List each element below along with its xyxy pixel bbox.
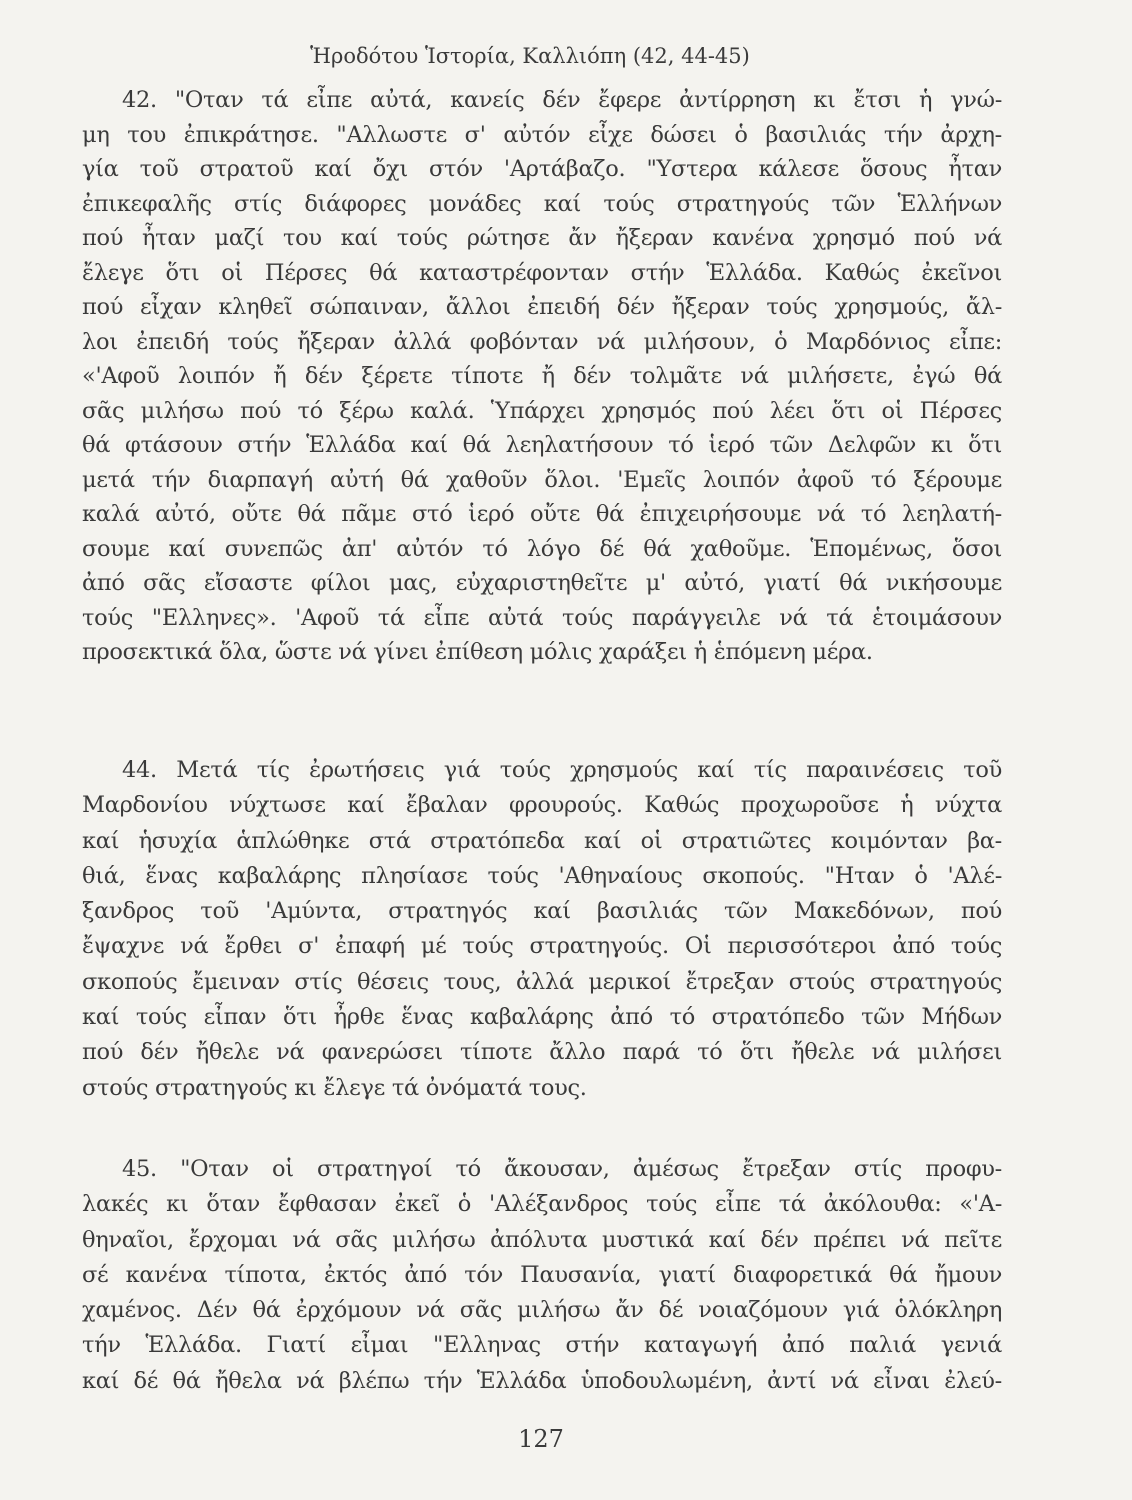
text-line: 45. "Οταν οἱ στρατηγοί τό ἄκουσαν, ἀμέσως ἔτρεξαν στίς προφυ- bbox=[122, 1156, 1002, 1182]
text-line: ἀπό σᾶς εἴσαστε φίλοι μας, εὐχαριστηθεῖτε μ' αὐτό, γιατί θά νικήσουμε bbox=[82, 570, 1002, 596]
text-line: λοι ἐπειδή τούς ἤξεραν ἀλλά φοβόνταν νά μιλήσουν, ὁ Μαρδόνιος εἶπε: bbox=[82, 328, 1002, 355]
text-line: τήν Ἑλλάδα. Γιατί εἶμαι "Ελληνας στήν καταγωγή ἀπό παλιά γενιά bbox=[82, 1332, 1002, 1359]
text-line: πού δέν ἤθελε νά φανερώσει τίποτε ἄλλο παρά τό ὅτι ἤθελε νά μιλήσει bbox=[82, 1039, 1002, 1066]
text-line: χαμένος. Δέν θά ἐρχόμουν νά σᾶς μιλήσω ἄν δέ νοιαζόμουν γιά ὁλόκληρη bbox=[82, 1297, 1002, 1324]
text-line: 44. Μετά τίς ἐρωτήσεις γιά τούς χρησμούς καί τίς παραινέσεις τοῦ bbox=[122, 757, 1002, 783]
text-line: γία τοῦ στρατοῦ καί ὄχι στόν 'Αρτάβαζο. "Υστερα κάλεσε ὅσους ἦταν bbox=[82, 156, 1002, 182]
text-line: τούς "Ελληνες». 'Αφοῦ τά εἶπε αὐτά τούς παράγγειλε νά τά ἑτοιμάσουν bbox=[82, 604, 1002, 631]
text-line: σᾶς μιλήσω πού τό ξέρω καλά. Ὑπάρχει χρησμός πού λέει ὅτι οἱ Πέρσες bbox=[82, 397, 1002, 424]
text-line: «'Αφοῦ λοιπόν ἤ δέν ξέρετε τίποτε ἤ δέν τολμᾶτε νά μιλήσετε, ἐγώ θά bbox=[82, 363, 1002, 389]
text-line: μη του ἐπικράτησε. "Αλλωστε σ' αὐτόν εἶχε δώσει ὁ βασιλιάς τήν ἀρχη- bbox=[82, 121, 1002, 148]
paragraph-42 bbox=[82, 83, 1002, 670]
text-line: λακές κι ὅταν ἔφθασαν ἐκεῖ ὁ 'Αλέξανδρος τούς εἶπε τά ἀκόλουθα: «'Α- bbox=[82, 1191, 1002, 1218]
text-line: θιά, ἕνας καβαλάρης πλησίασε τούς 'Αθηναίους σκοπούς. "Ηταν ὁ 'Αλέ- bbox=[82, 862, 1002, 889]
text-line: καί δέ θά ἤθελα νά βλέπω τήν Ἑλλάδα ὑποδουλωμένη, ἀντί νά εἶναι ἐλεύ- bbox=[82, 1367, 1002, 1394]
text-line: προσεκτικά ὅλα, ὥστε νά γίνει ἐπίθεση μόλις χαράξει ἡ ἑπόμενη μέρα. bbox=[82, 639, 873, 665]
text-line: ἐπικεφαλῆς στίς διάφορες μονάδες καί τούς στρατηγούς τῶν Ἑλλήνων bbox=[82, 190, 1002, 217]
text-line: ἔλεγε ὅτι οἱ Πέρσες θά καταστρέφονταν στήν Ἑλλάδα. Καθώς ἐκεῖνοι bbox=[82, 259, 1002, 286]
text-line: στούς στρατηγούς κι ἔλεγε τά ὀνόματά τους. bbox=[82, 1074, 587, 1101]
text-line: μετά τήν διαρπαγή αὐτή θά χαθοῦν ὅλοι. 'Εμεῖς λοιπόν ἀφοῦ τό ξέρουμε bbox=[82, 466, 1002, 493]
running-header: Ἡροδότου Ἱστορία, Καλλιόπη (42, 44-45) bbox=[310, 44, 750, 68]
text-line: καλά αὐτό, οὔτε θά πᾶμε στό ἱερό οὔτε θά ἐπιχειρήσουμε νά τό λεηλατή- bbox=[82, 501, 1002, 527]
text-line: σέ κανένα τίποτα, ἐκτός ἀπό τόν Παυσανία, γιατί διαφορετικά θά ἤμουν bbox=[82, 1261, 1002, 1288]
page-number: 127 bbox=[518, 1425, 564, 1453]
text-line: σουμε καί συνεπῶς ἀπ' αὐτόν τό λόγο δέ θά χαθοῦμε. Ἑπομένως, ὅσοι bbox=[82, 535, 1002, 562]
text-line: καί ἡσυχία ἁπλώθηκε στά στρατόπεδα καί οἱ στρατιῶτες κοιμόνταν βα- bbox=[82, 827, 1002, 854]
text-line: πού εἶχαν κληθεῖ σώπαιναν, ἄλλοι ἐπειδή δέν ἤξεραν τούς χρησμούς, ἄλ- bbox=[82, 294, 1002, 320]
text-line: ξανδρος τοῦ 'Αμύντα, στρατηγός καί βασιλιάς τῶν Μακεδόνων, πού bbox=[82, 898, 1002, 925]
text-line: θηναῖοι, ἔρχομαι νά σᾶς μιλήσω ἀπόλυτα μυστικά καί δέν πρέπει νά πεῖτε bbox=[82, 1226, 1002, 1253]
text-line: θά φτάσουν στήν Ἑλλάδα καί θά λεηλατήσουν τό ἱερό τῶν Δελφῶν κι ὅτι bbox=[82, 432, 1002, 458]
text-line: ἔψαχνε νά ἔρθει σ' ἐπαφή μέ τούς στρατηγούς. Οἱ περισσότεροι ἀπό τούς bbox=[82, 933, 1002, 960]
paragraph-45 bbox=[82, 1152, 1002, 1399]
text-line: Μαρδονίου νύχτωσε καί ἔβαλαν φρουρούς. Καθώς προχωροῦσε ἡ νύχτα bbox=[82, 792, 1002, 819]
paragraph-44 bbox=[82, 753, 1002, 1106]
text-line: σκοπούς ἔμειναν στίς θέσεις τους, ἀλλά μερικοί ἔτρεξαν στούς στρατηγούς bbox=[82, 968, 1002, 995]
text-line: πού ἦταν μαζί του καί τούς ρώτησε ἄν ἤξεραν κανένα χρησμό πού νά bbox=[82, 225, 1002, 251]
text-line: 42. "Οταν τά εἶπε αὐτά, κανείς δέν ἔφερε ἀντίρρηση κι ἔτσι ἡ γνώ- bbox=[122, 87, 1002, 113]
text-line: καί τούς εἶπαν ὅτι ἦρθε ἕνας καβαλάρης ἀπό τό στρατόπεδο τῶν Μήδων bbox=[82, 1004, 1002, 1031]
